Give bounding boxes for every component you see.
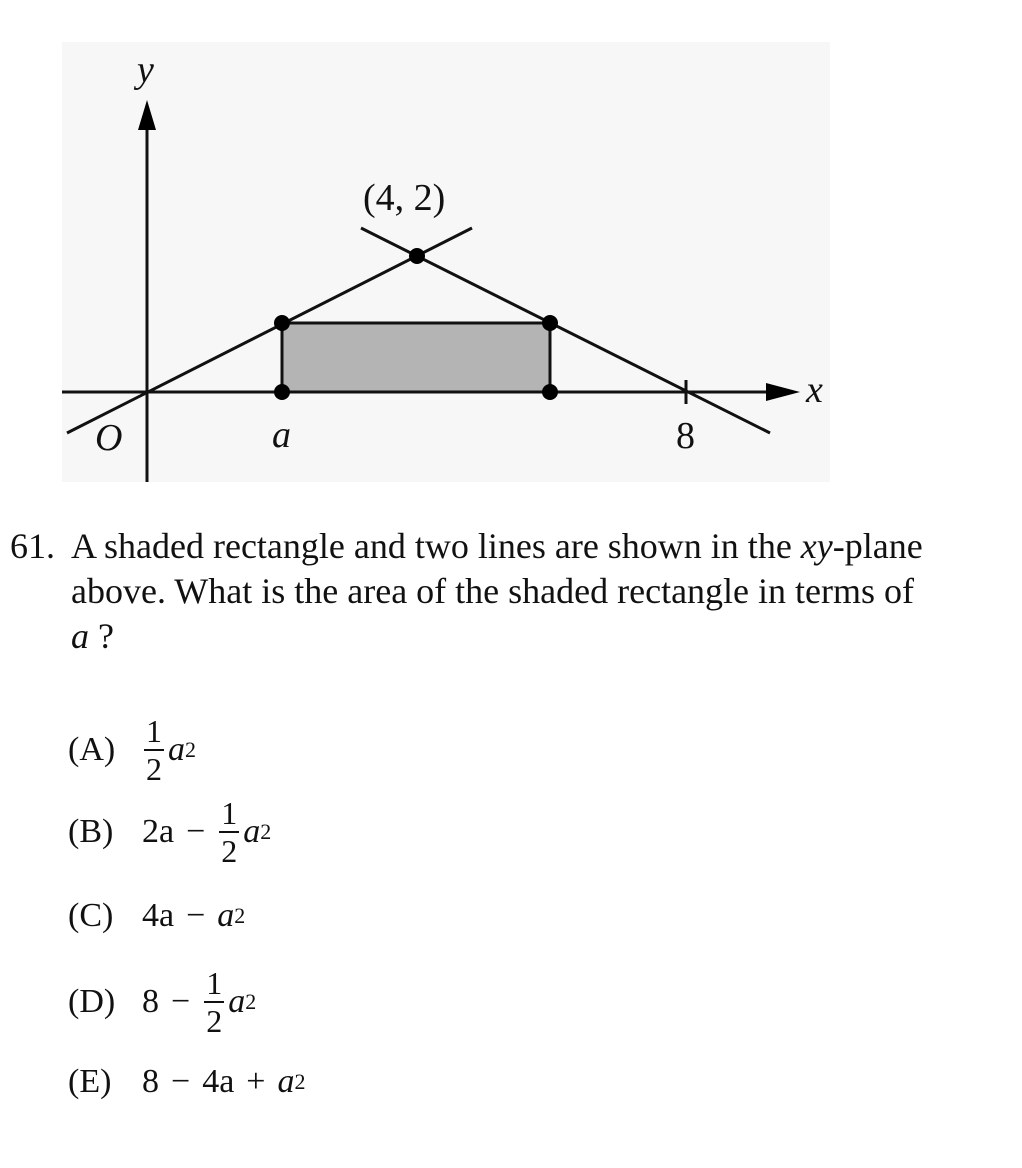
vertex-label: (4, 2) <box>363 177 446 219</box>
choice-b-letter: (B) <box>68 813 114 850</box>
stem-text-1: A shaded rectangle and two lines are shown in the <box>71 526 801 566</box>
choice-e-letter: (E) <box>68 1063 112 1100</box>
choice-c[interactable]: (C) 4a − a 2 <box>68 897 246 934</box>
choice-a-letter: (A) <box>68 731 116 768</box>
choice-d-letter: (D) <box>68 983 116 1020</box>
choice-a[interactable]: (A) $\frac{1}{2}$ a 2 <box>68 713 196 787</box>
choice-d[interactable]: (D) 8 − $\frac{1}{2}$ a 2 <box>68 965 257 1039</box>
rect-bottom-left-point <box>274 384 290 400</box>
choice-c-letter: (C) <box>68 897 114 934</box>
choice-e[interactable]: (E) 8 − 4a + a 2 <box>68 1063 306 1100</box>
fraction-half: $\frac{1}{2}$ <box>146 713 162 787</box>
coordinate-figure <box>0 0 1022 500</box>
eight-label: 8 <box>676 415 695 457</box>
y-axis-label: y <box>137 49 154 91</box>
stem-text-3: ? <box>89 616 114 656</box>
question-stem <box>71 524 931 659</box>
stem-xy: xy <box>800 526 833 566</box>
a-label: a <box>272 414 291 456</box>
shaded-rectangle <box>282 323 550 392</box>
figure-background <box>62 42 830 482</box>
rect-top-left-point <box>274 315 290 331</box>
origin-label: O <box>95 417 123 459</box>
fraction-half: $\frac{1}{2}$ <box>221 795 238 869</box>
stem-text-2: -plane above. What is the area of the shaded rectangle in terms of <box>71 526 923 611</box>
question-number: 61. <box>10 526 55 566</box>
choice-b[interactable]: (B) 2a − $\frac{1}{2}$ a 2 <box>68 795 272 869</box>
stem-a: a <box>71 616 89 656</box>
vertex-point <box>409 248 425 264</box>
fraction-half: $\frac{1}{2}$ <box>206 965 223 1039</box>
rect-top-right-point <box>542 315 558 331</box>
x-axis-label: x <box>806 369 823 411</box>
rect-bottom-right-point <box>542 384 558 400</box>
